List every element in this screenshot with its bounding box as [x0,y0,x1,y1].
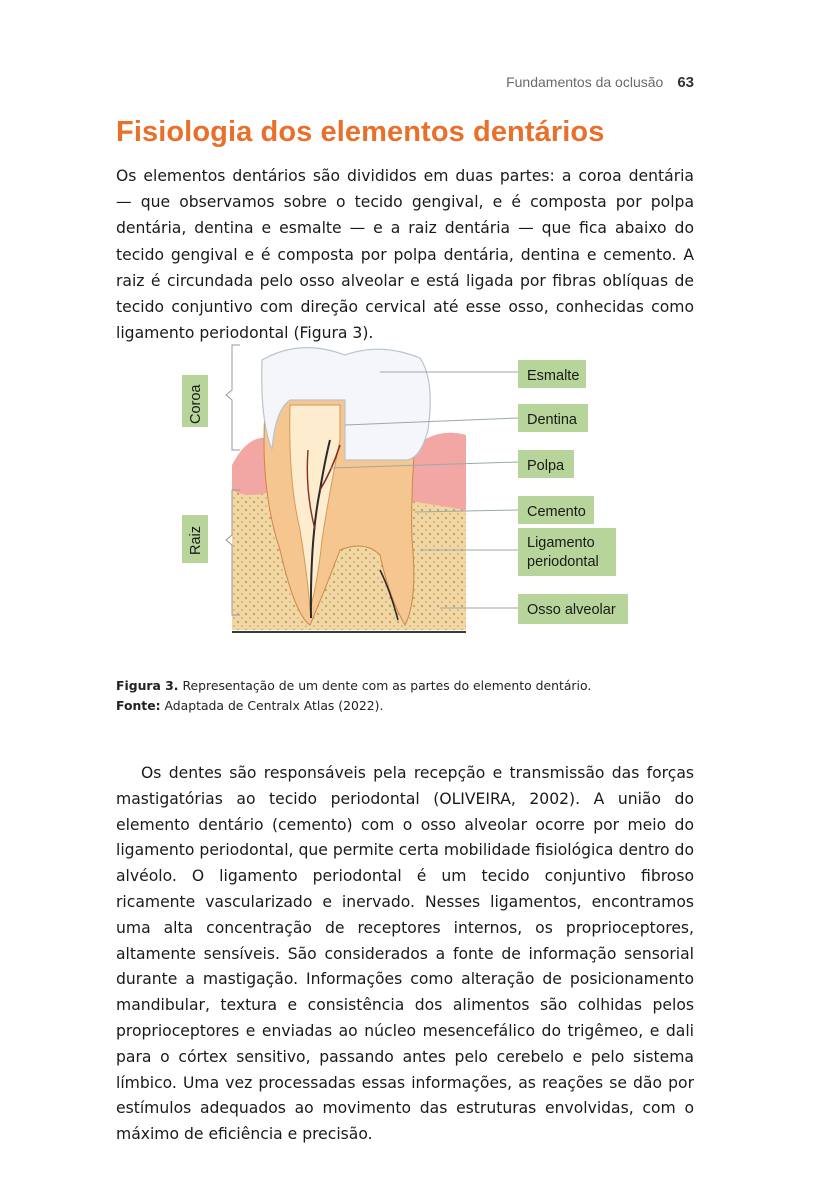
running-title: Fundamentos da oclusão [506,74,664,90]
pulp-label: Polpa [527,458,565,474]
ligament-label-line2: periodontal [527,554,599,570]
crown-label: Coroa [188,384,204,424]
source-label: Fonte: [116,698,161,713]
body-paragraph: Os dentes são responsáveis pela recepção e transmissão das forças mastigatórias ao tecido periodontal (OLIVEIRA, 2002). A união do elemento dentário (cemento) com o osso alveolar ocorre por meio do ligamento periodontal, que permite certa mobilidade fisiológica dentro do alvéolo. O ligamento periodontal é um tecido conjuntivo fibroso ricamente vascularizado e inervado. Nesses ligamentos, encontramos uma alta concentração de receptores internos, os proprioceptores, altamente sensíveis. São considerados a fonte de informação sensorial durante a mastigação. Informações como alteração de posicionamento mandibular, textura e consistência dos alimentos são colhidas pelos proprioceptores e enviadas ao núcleo mesencefálico do trigêmeo, e dali para o córtex sensitivo, passando antes pelo cerebelo e pelo sistema límbico. Uma vez processadas essas informações, as reações se dão por estímulos adequados ao movimento das estruturas envolvidas, com o máximo de eficiência e precisão. [116,764,694,1144]
bone-label: Osso alveolar [527,602,616,618]
intro-paragraph: Os elementos dentários são divididos em duas partes: a coroa dentária — que observamos sobre o tecido gengival, e é composta por polpa dentária, dentina e esmalte — e a raiz dentária — que fica abaixo do tecido gengival e é composta por polpa dentária, dentina e cemento. A raiz é circundada pelo osso alveolar e está ligada por fibras oblíquas de tecido conjuntivo com direção cervical até esse osso, conhecidas como ligamento periodontal (Figura 3). [116,167,694,343]
source-description: Adaptada de Centralx Atlas (2022). [160,698,384,713]
running-header [506,74,694,91]
tooth-diagram [180,340,640,640]
source-line [116,696,591,716]
caption-line [116,676,591,696]
section-title: Fisiologia dos elementos dentários [116,116,605,148]
enamel-label: Esmalte [527,368,580,384]
root-label: Raiz [188,525,204,555]
ligament-label-line1: Ligamento [527,535,595,551]
dentin-label: Dentina [527,412,577,428]
figure-caption [116,676,591,716]
figure-label: Figura 3. [116,678,179,693]
page-number: 63 [677,74,694,91]
figure-description: Representação de um dente com as partes do elemento dentário. [178,678,592,693]
cementum-label: Cemento [527,504,586,520]
